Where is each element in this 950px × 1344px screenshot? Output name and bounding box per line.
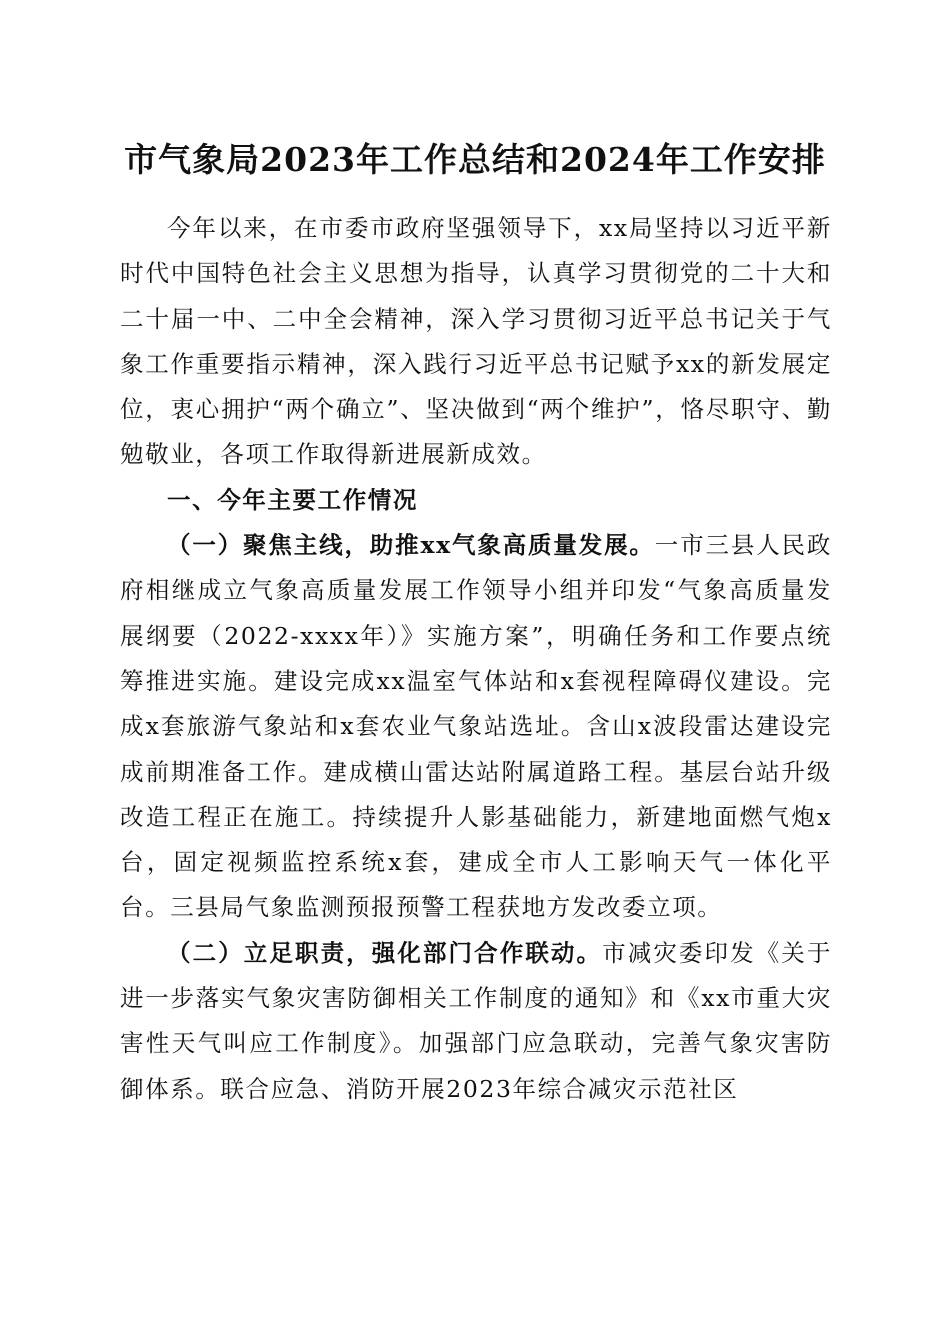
section-1-heading: 一、今年主要工作情况 xyxy=(167,485,418,514)
subsection-2-text: 市减灾委印发《关于进一步落实气象灾害防御相关工作制度的通知》和《xx市重大灾害性天气叫应工作制度》。加强部门应急联动，完善气象灾害防御体系。联合应急、消防开展2023年综合减灾示范社区 xyxy=(120,938,832,1103)
subsection-1-heading: （一）聚焦主线，助推xx气象高质量发展。 xyxy=(167,531,655,560)
document-body xyxy=(120,206,832,1112)
subsection-paragraph xyxy=(120,523,832,931)
subsection-1-text: 一市三县人民政府相继成立气象高质量发展工作领导小组并印发“气象高质量发展纲要（2022-xxxx年）》实施方案”，明确任务和工作要点统筹推进实施。建设完成xx温室气体站和x套视程障碍仪建设。完成x套旅游气象站和x套农业气象站选址。含山x波段雷达建设完成前期准备工作。建成横山雷达站附属道路工程。基层台站升级改造工程正在施工。持续提升人影基础能力，新建地面燃气炮x台，固定视频监控系统x套，建成全市人工影响天气一体化平台。三县局气象监测预报预警工程获地方发改委立项。 xyxy=(120,531,833,922)
section-heading xyxy=(120,478,832,523)
subsection-2-heading: （二）立足职责，强化部门合作联动。 xyxy=(167,938,603,967)
subsection-paragraph xyxy=(120,931,832,1112)
document-title: 市气象局2023年工作总结和2024年工作安排 xyxy=(124,140,826,179)
intro-paragraph: 今年以来，在市委市政府坚强领导下，xx局坚持以习近平新时代中国特色社会主义思想为指导，认真学习贯彻党的二十大和二十届一中、二中全会精神，深入学习贯彻习近平总书记关于气象工作重要指示精神，深入践行习近平总书记赋予xx的新发展定位，衷心拥护“两个确立”、坚决做到“两个维护”，恪尽职守、勤勉敬业，各项工作取得新进展新成效。 xyxy=(120,214,832,469)
